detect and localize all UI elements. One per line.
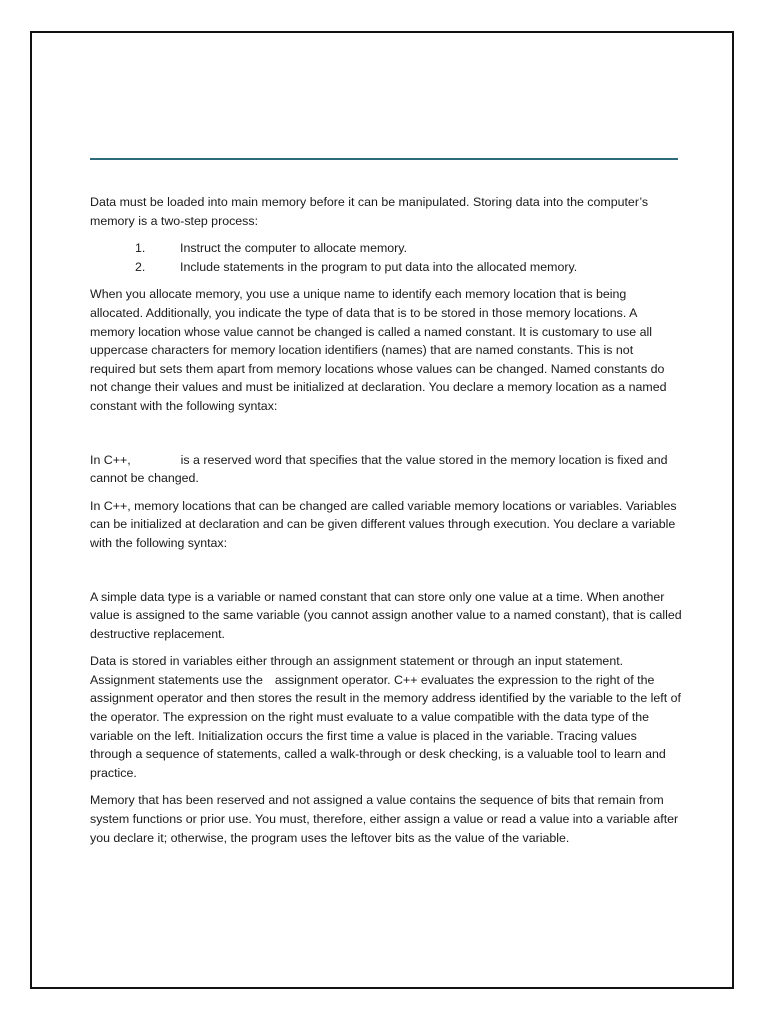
list-item — [90, 239, 682, 258]
assign-pre-text: Data is stored in variables either through an assignment statement or through an input statement. Assignment statements use the — [90, 654, 624, 687]
document-body — [90, 193, 682, 856]
allocate-paragraph: When you allocate memory, you use a unique name to identify each memory location that is being allocated. Additionally, you indicate the type of data that is to be stored in those memory locations. A memory location whose value cannot be changed is called a named constant. It is customary to use all uppercase characters for memory location identifiers (names) that are named constants. This is not required but sets them apart from memory locations whose values can be changed. Named constants do not change their values and must be initialized at declaration. You declare a memory location as a named constant with the following syntax: — [90, 287, 667, 413]
reserved-post-text: is a reserved word that specifies that the value stored in the memory location is fixed and cannot be changed. — [90, 452, 668, 486]
syntax-gap — [90, 562, 682, 588]
reserved-word-paragraph — [90, 451, 682, 488]
step-number: 2. — [135, 259, 146, 274]
intro-paragraph: Data must be loaded into main memory before it can be manipulated. Storing data into the computer’s memory is a two-step process: — [90, 195, 649, 228]
assign-post-text: assignment operator. C++ evaluates the expression to the right of the assignment operator and then stores the result in the memory address identified by the variable to the left of the operator. The expression on the right must evaluate to a value compatible with the data type of the variable on the left. Initialization occurs the first time a value is placed in the variable. Tracing values through a sequence of statements, called a walk-through or desk checking, is a valuable tool to learn and practice. — [90, 672, 681, 780]
assignment-paragraph — [90, 652, 682, 782]
reserved-pre-text: In C++, — [90, 452, 131, 467]
syntax-gap — [90, 425, 682, 451]
simple-type-paragraph: A simple data type is a variable or named constant that can store only one value at a time. When another value is assigned to the same variable (you cannot assign another value to a named constant), that is called destructive replacement. — [90, 589, 682, 641]
variables-paragraph: In C++, memory locations that can be changed are called variable memory locations or variables. Variables can be initialized at declaration and can be given different values through execution. You declare a variable with the following syntax: — [90, 498, 677, 550]
step-text: Instruct the computer to allocate memory. — [180, 241, 408, 256]
list-item — [90, 258, 682, 277]
step-number: 1. — [135, 241, 146, 256]
memory-paragraph: Memory that has been reserved and not assigned a value contains the sequence of bits that remain from system functions or prior use. You must, therefore, either assign a value or read a value into a variable after you declare it; otherwise, the program uses the leftover bits as the value of the variable. — [90, 793, 679, 845]
step-text: Include statements in the program to put data into the allocated memory. — [180, 259, 578, 274]
steps-list — [90, 239, 682, 276]
header-rule — [90, 158, 678, 160]
